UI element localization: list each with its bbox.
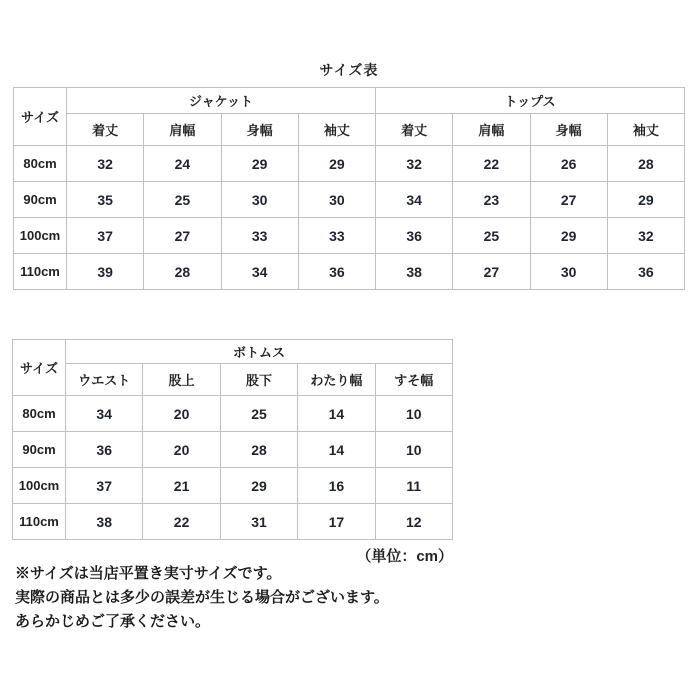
size-row-header: 100cm	[14, 218, 67, 254]
value-cell: 23	[453, 182, 530, 218]
size-corner-header: サイズ	[14, 88, 67, 146]
value-cell: 27	[144, 218, 221, 254]
value-cell: 27	[453, 254, 530, 290]
value-cell: 33	[298, 218, 375, 254]
column-header-cell: すそ幅	[375, 364, 452, 396]
note-line: あらかじめご了承ください。	[15, 613, 211, 630]
table-row	[14, 182, 685, 218]
value-cell: 33	[221, 218, 298, 254]
table-row	[13, 468, 453, 504]
value-cell: 37	[66, 468, 143, 504]
value-cell: 22	[453, 146, 530, 182]
value-cell: 35	[67, 182, 144, 218]
value-cell: 29	[298, 146, 375, 182]
value-cell: 29	[607, 182, 684, 218]
value-cell: 34	[221, 254, 298, 290]
value-cell: 14	[298, 432, 375, 468]
value-cell: 17	[298, 504, 375, 540]
column-header-cell: 着丈	[67, 114, 144, 146]
column-header-cell: 身幅	[221, 114, 298, 146]
size-row-header: 110cm	[13, 504, 66, 540]
table-row	[13, 364, 453, 396]
value-cell: 37	[67, 218, 144, 254]
value-cell: 30	[530, 254, 607, 290]
value-cell: 22	[143, 504, 220, 540]
value-cell: 32	[67, 146, 144, 182]
size-row-header: 110cm	[14, 254, 67, 290]
table-row	[13, 504, 453, 540]
size-row-header: 80cm	[14, 146, 67, 182]
value-cell: 39	[67, 254, 144, 290]
value-cell: 32	[607, 218, 684, 254]
value-cell: 29	[220, 468, 297, 504]
value-cell: 27	[530, 182, 607, 218]
value-cell: 38	[66, 504, 143, 540]
column-header-cell: ウエスト	[66, 364, 143, 396]
value-cell: 20	[143, 396, 220, 432]
size-table-jacket-tops	[13, 87, 685, 290]
table-row	[14, 88, 685, 114]
value-cell: 36	[607, 254, 684, 290]
value-cell: 21	[143, 468, 220, 504]
unit-label: （単位：cm）	[356, 548, 453, 565]
group-header-tops: トップス	[376, 88, 685, 114]
column-header-cell: 肩幅	[144, 114, 221, 146]
size-row-header: 100cm	[13, 468, 66, 504]
value-cell: 36	[376, 218, 453, 254]
value-cell: 12	[375, 504, 452, 540]
column-header-cell: 袖丈	[298, 114, 375, 146]
value-cell: 28	[220, 432, 297, 468]
value-cell: 29	[530, 218, 607, 254]
value-cell: 30	[298, 182, 375, 218]
size-row-header: 90cm	[14, 182, 67, 218]
value-cell: 16	[298, 468, 375, 504]
value-cell: 24	[144, 146, 221, 182]
value-cell: 25	[453, 218, 530, 254]
value-cell: 20	[143, 432, 220, 468]
table-row	[13, 396, 453, 432]
size-table-bottoms	[12, 339, 453, 540]
note-line: 実際の商品とは多少の誤差が生じる場合がございます。	[15, 589, 389, 606]
value-cell: 25	[220, 396, 297, 432]
value-cell: 31	[220, 504, 297, 540]
value-cell: 11	[375, 468, 452, 504]
column-header-cell: 身幅	[530, 114, 607, 146]
size-notes	[15, 562, 675, 634]
size-row-header: 90cm	[13, 432, 66, 468]
value-cell: 10	[375, 432, 452, 468]
table-row	[13, 432, 453, 468]
value-cell: 29	[221, 146, 298, 182]
value-cell: 30	[221, 182, 298, 218]
value-cell: 32	[376, 146, 453, 182]
value-cell: 28	[144, 254, 221, 290]
table-row	[14, 218, 685, 254]
page-title: サイズ表	[319, 62, 379, 78]
table-row	[13, 340, 453, 364]
value-cell: 34	[66, 396, 143, 432]
value-cell: 36	[298, 254, 375, 290]
column-header-cell: 肩幅	[453, 114, 530, 146]
value-cell: 25	[144, 182, 221, 218]
group-header-jacket: ジャケット	[67, 88, 376, 114]
column-header-cell: 股上	[143, 364, 220, 396]
column-header-cell: わたり幅	[298, 364, 375, 396]
value-cell: 14	[298, 396, 375, 432]
value-cell: 28	[607, 146, 684, 182]
size-corner-header: サイズ	[13, 340, 66, 396]
table-row	[14, 254, 685, 290]
column-header-cell: 着丈	[376, 114, 453, 146]
value-cell: 34	[376, 182, 453, 218]
value-cell: 38	[376, 254, 453, 290]
table-row	[14, 114, 685, 146]
group-header-bottoms: ボトムス	[66, 340, 453, 364]
value-cell: 26	[530, 146, 607, 182]
size-row-header: 80cm	[13, 396, 66, 432]
value-cell: 36	[66, 432, 143, 468]
note-line: ※サイズは当店平置き実寸サイズです。	[15, 565, 282, 582]
column-header-cell: 股下	[220, 364, 297, 396]
value-cell: 10	[375, 396, 452, 432]
table-row	[14, 146, 685, 182]
column-header-cell: 袖丈	[607, 114, 684, 146]
